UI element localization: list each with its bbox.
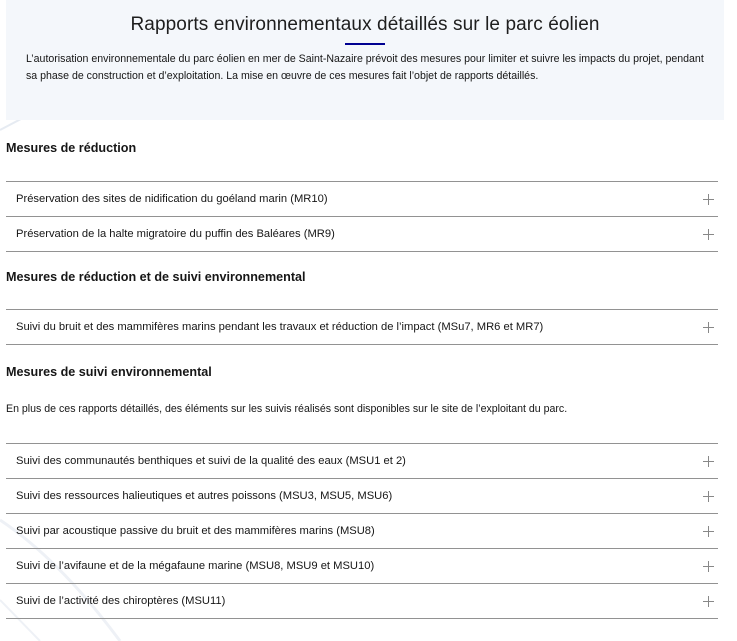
accordion-item[interactable] <box>6 181 718 216</box>
plus-icon[interactable] <box>703 229 714 240</box>
title-underline <box>345 43 385 45</box>
intro-text: L’autorisation environnementale du parc éolien en mer de Saint-Nazaire prévoit des mesures pour limiter et suivre les impacts du projet, pendant sa phase de construction et d’exploitation. La mise en œuvre de ces mesures fait l’objet de rapports détaillés. <box>26 53 704 82</box>
accordion-item-label: Suivi par acoustique passive du bruit et des mammifères marins (MSU8) <box>16 525 375 537</box>
accordion-reduction-suivi <box>6 309 718 345</box>
accordion-item[interactable] <box>6 583 718 618</box>
section-title-reduction: Mesures de réduction <box>6 141 137 155</box>
accordion-item-label: Suivi de l’avifaune et de la mégafaune marine (MSU8, MSU9 et MSU10) <box>16 560 375 572</box>
plus-icon[interactable] <box>703 194 714 205</box>
accordion-item-label: Suivi des communautés benthiques et suivi de la qualité des eaux (MSU1 et 2) <box>16 455 406 467</box>
accordion-item[interactable] <box>6 216 718 251</box>
section-title-reduction-suivi: Mesures de réduction et de suivi environnemental <box>6 270 306 284</box>
plus-icon[interactable] <box>703 596 714 607</box>
plus-icon[interactable] <box>703 456 714 467</box>
accordion-item[interactable] <box>6 513 718 548</box>
section-note: En plus de ces rapports détaillés, des éléments sur les suivis réalisés sont disponibles sur le site de l’exploitant du parc. <box>6 403 568 415</box>
accordion-item-label: Suivi de l’activité des chiroptères (MSU11) <box>16 595 226 607</box>
accordion-item[interactable] <box>6 443 718 478</box>
accordion-item-label: Préservation de la halte migratoire du puffin des Baléares (MR9) <box>16 228 335 240</box>
plus-icon[interactable] <box>703 561 714 572</box>
plus-icon[interactable] <box>703 322 714 333</box>
accordion-item-label: Préservation des sites de nidification du goéland marin (MR10) <box>16 193 328 205</box>
accordion-item-label: Suivi du bruit et des mammifères marins pendant les travaux et réduction de l’impact (MSu7, MR6 et MR7) <box>16 321 544 333</box>
accordion-suivi <box>6 443 718 619</box>
section-title-suivi: Mesures de suivi environnemental <box>6 365 212 379</box>
intro-panel <box>6 0 724 120</box>
accordion-item-label: Suivi des ressources halieutiques et autres poissons (MSU3, MSU5, MSU6) <box>16 490 393 502</box>
accordion-item[interactable] <box>6 548 718 583</box>
accordion-reduction <box>6 181 718 252</box>
accordion-item[interactable] <box>6 478 718 513</box>
plus-icon[interactable] <box>703 526 714 537</box>
accordion-item[interactable] <box>6 309 718 344</box>
page-title: Rapports environnementaux détaillés sur le parc éolien <box>130 14 600 35</box>
plus-icon[interactable] <box>703 491 714 502</box>
